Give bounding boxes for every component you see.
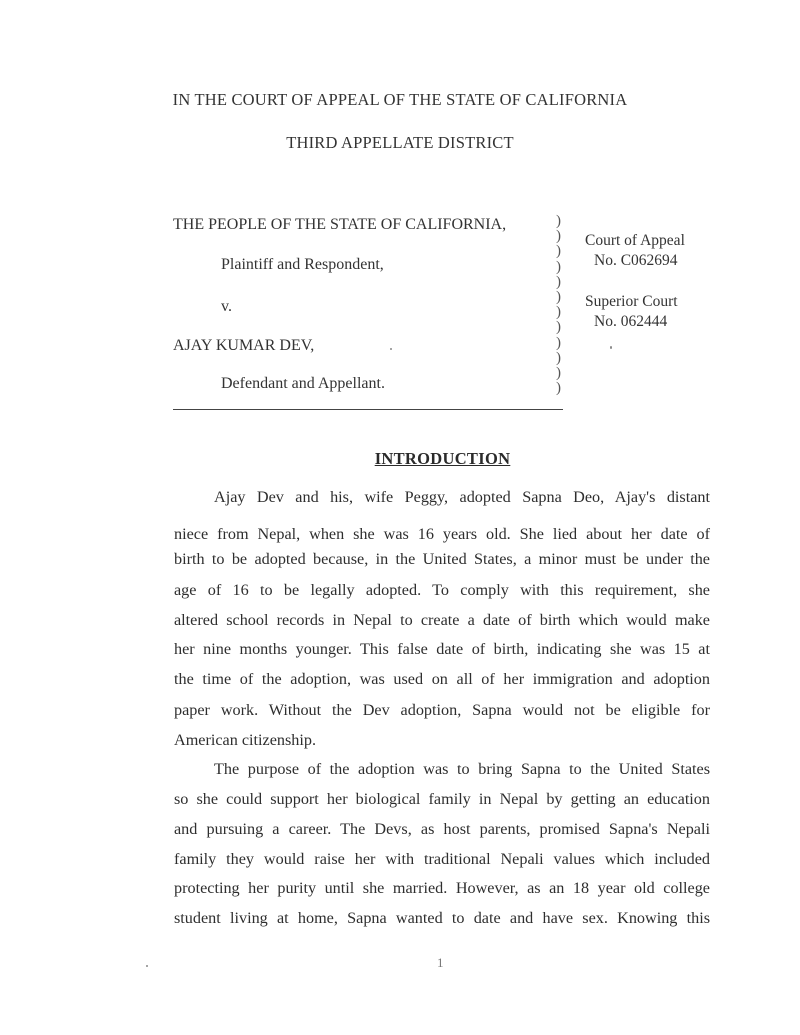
body-line: so she could support her biological family in Nepal by getting an education (174, 790, 710, 808)
court-district: THIRD APPELLATE DISTRICT (286, 133, 514, 152)
court-name: IN THE COURT OF APPEAL OF THE STATE OF CALIFORNIA (172, 90, 628, 109)
caption-defendant-role: Defendant and Appellant. (221, 375, 385, 392)
section-heading: INTRODUCTION (374, 449, 511, 468)
appeal-case-number: No. C062694 (594, 252, 678, 269)
body-line: altered school records in Nepal to create a date of birth which would make (174, 611, 710, 629)
body-line: her nine months younger. This false date of birth, indicating she was 15 at (174, 640, 710, 658)
body-line: student living at home, Sapna wanted to date and have sex. Knowing this (174, 909, 710, 927)
body-line: American citizenship. (174, 731, 317, 749)
superior-court-label: Superior Court (585, 293, 678, 310)
scan-speck (610, 346, 612, 349)
body-line: the time of the adoption, was used on all of her immigration and adoption (174, 670, 710, 688)
caption-versus: v. (221, 298, 232, 315)
scan-speck (146, 965, 148, 967)
body-line: paper work. Without the Dev adoption, Sapna would not be eligible for (174, 701, 710, 719)
caption-defendant: AJAY KUMAR DEV, (173, 337, 315, 354)
body-line: birth to be adopted because, in the United States, a minor must be under the (174, 550, 710, 568)
scan-speck (390, 348, 392, 350)
superior-case-number: No. 062444 (594, 313, 668, 330)
body-line: and pursuing a career. The Devs, as host parents, promised Sapna's Nepali (174, 820, 710, 838)
page-number: 1 (437, 955, 444, 970)
caption-parens: ) ) ) ) ) ) ) ) ) ) ) ) (556, 213, 561, 397)
body-line: Ajay Dev and his, wife Peggy, adopted Sapna Deo, Ajay's distant (214, 488, 710, 506)
caption-plaintiff-role: Plaintiff and Respondent, (221, 256, 384, 273)
body-line: niece from Nepal, when she was 16 years old. She lied about her date of (174, 525, 710, 543)
body-line: The purpose of the adoption was to bring Sapna to the United States (214, 760, 710, 778)
caption-plaintiff: THE PEOPLE OF THE STATE OF CALIFORNIA, (173, 216, 507, 233)
caption-rule (173, 409, 563, 410)
body-line: age of 16 to be legally adopted. To comply with this requirement, she (174, 581, 710, 599)
body-line: protecting her purity until she married. However, as an 18 year old college (174, 879, 710, 897)
body-line: family they would raise her with traditional Nepali values which included (174, 850, 710, 868)
appeal-court-label: Court of Appeal (585, 232, 685, 249)
